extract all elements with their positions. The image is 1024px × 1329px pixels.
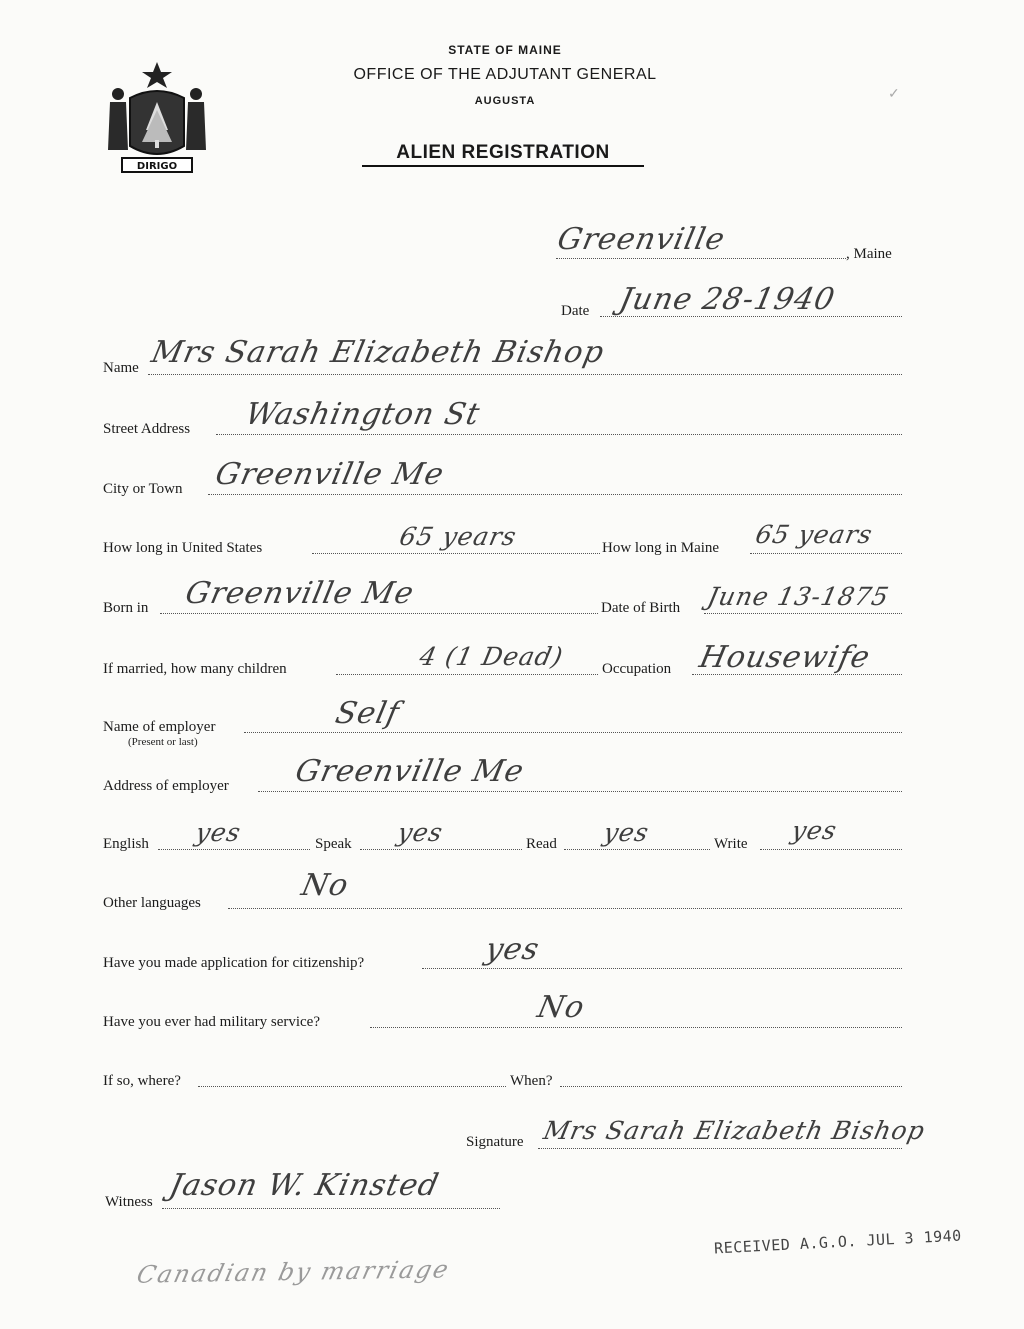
citizenship-value[interactable]: yes	[482, 932, 543, 967]
read-line	[564, 849, 710, 850]
how-long-us-label: How long in United States	[103, 540, 263, 556]
other-languages-value[interactable]: No	[298, 868, 353, 903]
citizenship-label: Have you made application for citizenship?	[103, 955, 365, 971]
signature-line	[538, 1148, 902, 1149]
read-label: Read	[526, 836, 557, 852]
city-line	[208, 494, 902, 495]
born-in-value[interactable]: Greenville Me	[182, 576, 418, 611]
employer-address-label: Address of employer	[103, 778, 229, 794]
town-value[interactable]: Greenville	[554, 222, 729, 257]
born-in-label: Born in	[103, 600, 149, 616]
witness-label: Witness	[105, 1194, 153, 1210]
other-languages-line	[228, 908, 902, 909]
speak-label: Speak	[315, 836, 352, 852]
date-value[interactable]: June 28-1940	[616, 282, 839, 317]
employer-line	[244, 732, 902, 733]
military-line	[370, 1027, 902, 1028]
received-stamp: RECEIVED A.G.O. JUL 3 1940	[713, 1226, 963, 1258]
write-line	[760, 849, 902, 850]
children-line	[336, 674, 598, 675]
how-long-maine-value[interactable]: 65 years	[752, 520, 876, 549]
employer-address-line	[258, 791, 902, 792]
how-long-us-line	[312, 553, 600, 554]
form-title: ALIEN REGISTRATION	[362, 142, 644, 167]
speak-value[interactable]: yes	[394, 818, 446, 847]
dob-label: Date of Birth	[601, 600, 681, 616]
how-long-maine-label: How long in Maine	[602, 540, 720, 556]
military-label: Have you ever had military service?	[103, 1014, 320, 1030]
signature-value[interactable]: Mrs Sarah Elizabeth Bishop	[540, 1116, 928, 1145]
city-value[interactable]: Greenville Me	[212, 457, 448, 492]
street-value[interactable]: Washington St	[242, 397, 484, 432]
dob-value[interactable]: June 13-1875	[704, 582, 892, 611]
children-label: If married, how many children	[103, 661, 287, 677]
dob-line	[704, 613, 902, 614]
name-value[interactable]: Mrs Sarah Elizabeth Bishop	[148, 335, 608, 370]
military-value[interactable]: No	[534, 990, 589, 1025]
citizenship-line	[422, 968, 902, 969]
name-label: Name	[103, 360, 139, 376]
street-line	[216, 434, 902, 435]
read-value[interactable]: yes	[600, 818, 652, 847]
born-in-line	[160, 613, 598, 614]
header-office: OFFICE OF THE ADJUTANT GENERAL	[353, 66, 657, 83]
when-label: When?	[510, 1073, 553, 1089]
signature-label: Signature	[466, 1134, 524, 1150]
employer-label: Name of employer	[103, 719, 216, 735]
children-value[interactable]: 4 (1 Dead)	[416, 642, 567, 671]
street-label: Street Address	[103, 421, 191, 437]
when-line	[560, 1086, 902, 1087]
occupation-value[interactable]: Housewife	[696, 640, 874, 675]
witness-line	[162, 1208, 500, 1209]
english-line	[158, 849, 310, 850]
write-value[interactable]: yes	[788, 816, 840, 845]
header-city: AUGUSTA	[474, 95, 536, 107]
city-label: City or Town	[103, 481, 183, 497]
witness-value[interactable]: Jason W. Kinsted	[166, 1168, 443, 1203]
how-long-us-value[interactable]: 65 years	[396, 522, 520, 551]
town-line	[556, 258, 846, 259]
english-value[interactable]: yes	[192, 818, 244, 847]
english-label: English	[103, 836, 149, 852]
date-label: Date	[561, 303, 590, 319]
how-long-maine-line	[750, 553, 902, 554]
occupation-label: Occupation	[602, 661, 672, 677]
maine-state-seal-icon	[104, 58, 210, 180]
town-suffix: , Maine	[846, 246, 892, 262]
check-mark-icon: ✓	[888, 87, 900, 102]
where-label: If so, where?	[103, 1073, 181, 1089]
employer-address-value[interactable]: Greenville Me	[292, 754, 528, 789]
pencil-note: Canadian by marriage	[134, 1255, 453, 1289]
seal-motto: DIRIGO	[136, 161, 178, 172]
where-line	[198, 1086, 506, 1087]
name-line	[148, 374, 902, 375]
header-state: STATE OF MAINE	[448, 43, 562, 57]
employer-sublabel: (Present or last)	[128, 736, 198, 748]
write-label: Write	[714, 836, 748, 852]
other-languages-label: Other languages	[103, 895, 201, 911]
employer-value[interactable]: Self	[332, 696, 403, 731]
speak-line	[360, 849, 522, 850]
